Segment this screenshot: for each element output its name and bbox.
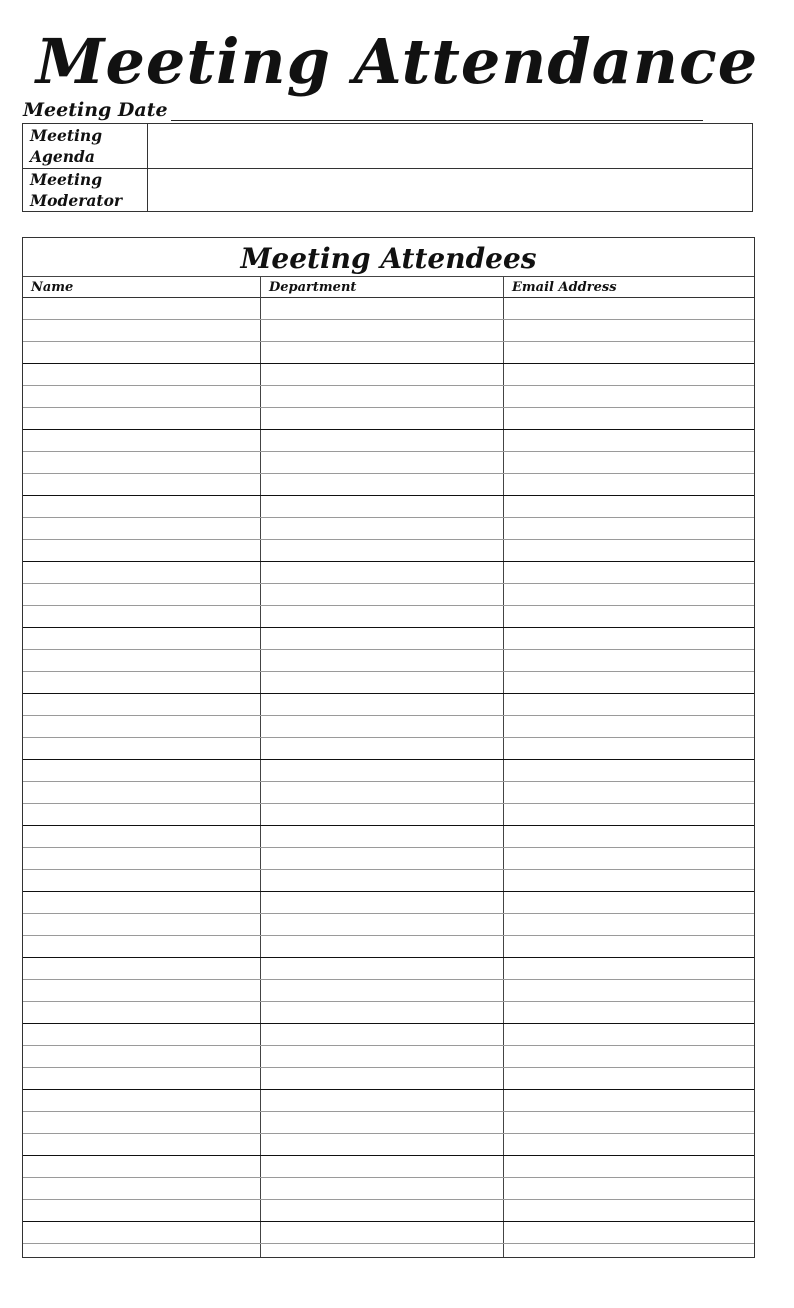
attendees-title: Meeting Attendees xyxy=(23,238,754,277)
attendees-table xyxy=(22,237,755,1258)
table-row[interactable] xyxy=(23,584,754,606)
table-row[interactable] xyxy=(23,1090,754,1112)
column-header-department: Department xyxy=(269,280,357,295)
table-row[interactable] xyxy=(23,386,754,408)
table-row[interactable] xyxy=(23,1024,754,1046)
table-row[interactable] xyxy=(23,1134,754,1156)
table-row[interactable] xyxy=(23,518,754,540)
column-header-name: Name xyxy=(31,280,74,295)
table-row[interactable] xyxy=(23,540,754,562)
table-row[interactable] xyxy=(23,1046,754,1068)
moderator-field[interactable] xyxy=(148,168,752,212)
attendees-header-row xyxy=(23,277,754,298)
table-row[interactable] xyxy=(23,914,754,936)
moderator-label-line1: Meeting xyxy=(30,170,103,189)
moderator-label-line2: Moderator xyxy=(30,191,123,210)
table-row[interactable] xyxy=(23,474,754,496)
page-title: Meeting Attendance xyxy=(35,25,759,98)
table-row[interactable] xyxy=(23,980,754,1002)
agenda-label xyxy=(23,124,148,168)
table-row[interactable] xyxy=(23,1178,754,1200)
table-row[interactable] xyxy=(23,804,754,826)
attendees-rows xyxy=(23,298,754,1266)
table-row[interactable] xyxy=(23,936,754,958)
table-row[interactable] xyxy=(23,738,754,760)
table-row[interactable] xyxy=(23,892,754,914)
moderator-label xyxy=(23,168,148,212)
table-row[interactable] xyxy=(23,342,754,364)
table-row[interactable] xyxy=(23,1222,754,1244)
table-row[interactable] xyxy=(23,694,754,716)
table-row[interactable] xyxy=(23,1244,754,1266)
table-row[interactable] xyxy=(23,562,754,584)
meeting-date-blank-line[interactable] xyxy=(171,120,703,121)
column-header-email: Email Address xyxy=(512,280,617,295)
table-row[interactable] xyxy=(23,650,754,672)
table-row[interactable] xyxy=(23,430,754,452)
table-row[interactable] xyxy=(23,826,754,848)
agenda-label-line2: Agenda xyxy=(30,147,95,166)
agenda-row xyxy=(23,124,752,169)
meeting-date-label: Meeting Date xyxy=(23,99,168,121)
table-row[interactable] xyxy=(23,320,754,342)
table-row[interactable] xyxy=(23,870,754,892)
table-row[interactable] xyxy=(23,496,754,518)
table-row[interactable] xyxy=(23,958,754,980)
table-row[interactable] xyxy=(23,782,754,804)
meeting-info-table xyxy=(22,123,753,212)
table-row[interactable] xyxy=(23,1068,754,1090)
table-row[interactable] xyxy=(23,452,754,474)
table-row[interactable] xyxy=(23,364,754,386)
table-row[interactable] xyxy=(23,408,754,430)
table-row[interactable] xyxy=(23,606,754,628)
table-row[interactable] xyxy=(23,628,754,650)
table-row[interactable] xyxy=(23,1112,754,1134)
table-row[interactable] xyxy=(23,848,754,870)
agenda-label-line1: Meeting xyxy=(30,126,103,145)
table-row[interactable] xyxy=(23,760,754,782)
table-row[interactable] xyxy=(23,1156,754,1178)
agenda-field[interactable] xyxy=(148,124,752,168)
table-row[interactable] xyxy=(23,716,754,738)
meeting-date-field[interactable] xyxy=(23,98,703,124)
table-row[interactable] xyxy=(23,1002,754,1024)
table-row[interactable] xyxy=(23,298,754,320)
moderator-row xyxy=(23,168,752,212)
table-row[interactable] xyxy=(23,672,754,694)
table-row[interactable] xyxy=(23,1200,754,1222)
